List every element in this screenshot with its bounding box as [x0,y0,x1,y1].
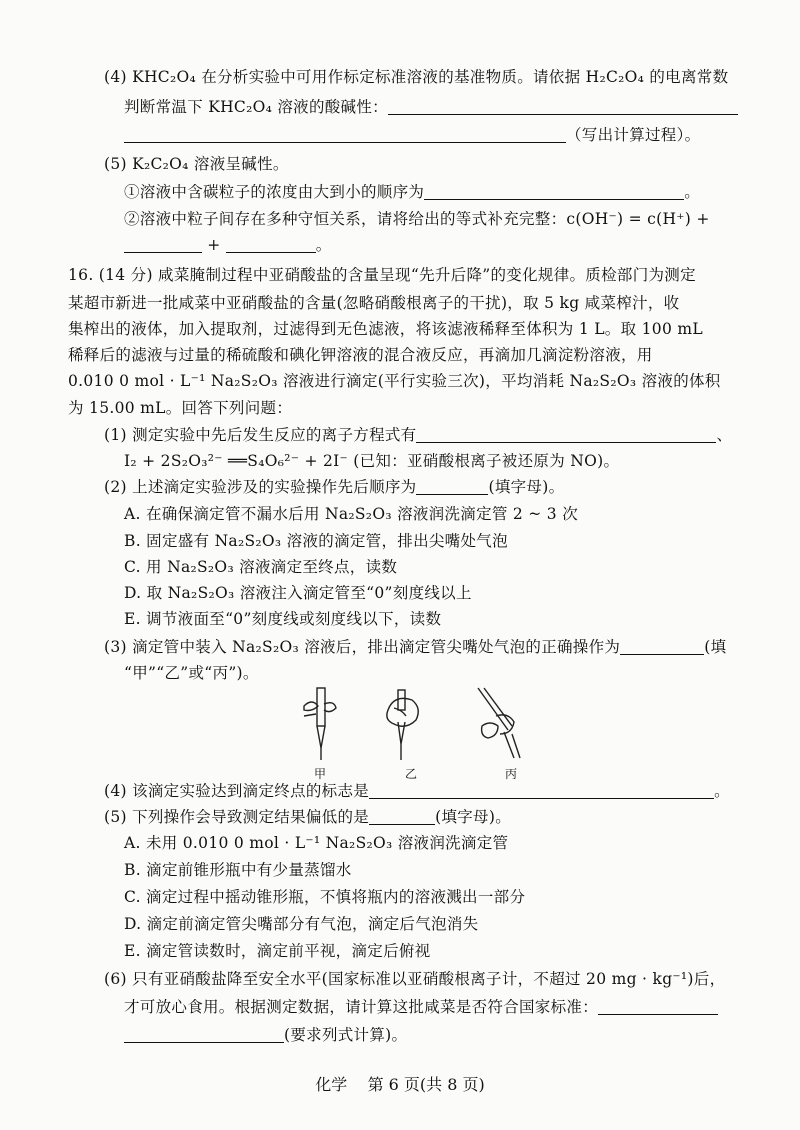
q16-p2-option-a: A. 在确保滴定管不漏水后用 Na₂S₂O₃ 溶液润洗滴定管 2 ~ 3 次 [124,505,578,523]
q16-p3-line1 [104,636,726,658]
answer-blank[interactable] [388,98,738,115]
q16-p5-option-a: A. 未用 0.010 0 mol · L⁻¹ Na₂S₂O₃ 溶液润洗滴定管 [124,834,509,852]
q16-p6-text: 才可放心食用。根据测定数据，请计算这批咸菜是否符合国家标准： [124,998,599,1016]
plus-sign: + [207,236,221,254]
q15-p5-item2-cont [124,234,332,256]
q16-p1-tail: 、 [716,426,733,444]
q16-p5-option-b: B. 滴定前锥形瓶中有少量蒸馏水 [124,861,352,879]
q16-intro-2: 某超市新进一批咸菜中亚硝酸盐的含量(忽略硝酸根离子的干扰)，取 5 kg 咸菜榨汁，收 [68,294,680,312]
q15-p4-line1: (4) KHC₂O₄ 在分析实验中可用作标定标准溶液的基准物质。请依据 H₂C₂O₄ 的电离常数 [104,68,729,86]
answer-blank[interactable] [124,236,202,253]
q15-p5-item2-tail: 。 [315,236,332,254]
answer-blank[interactable] [416,426,716,443]
q15-p5-item1-tail: 。 [684,183,701,201]
q15-p4-line3-tail: （写出计算过程）。 [566,126,701,144]
q16-p3-tail: (填 [704,638,727,656]
figure-label-bing: 丙 [505,767,518,781]
q16-p2-option-b: B. 固定盛有 Na₂S₂O₃ 溶液的滴定管，排出尖嘴处气泡 [124,532,508,550]
q16-p5-tail: (填字母)。 [435,808,511,826]
q16-p2-option-e: E. 调节液面至“0”刻度线或刻度线以下，读数 [124,610,442,628]
q16-p2-option-d: D. 取 Na₂S₂O₃ 溶液注入滴定管至“0”刻度线以上 [124,584,472,602]
q15-p4-line2 [124,96,738,118]
q15-p5-item1-text: ①溶液中含碳粒子的浓度由大到小的顺序为 [124,183,425,201]
q16-p2-tail: (填字母)。 [488,478,565,496]
page-footer [0,1072,800,1095]
answer-blank[interactable] [124,126,566,143]
figure-label-jia: 甲 [314,767,327,781]
q16-p2-line1 [104,476,564,498]
answer-blank[interactable] [369,782,714,799]
answer-blank[interactable] [369,808,435,825]
q16-p2-text: (2) 上述滴定实验涉及的实验操作先后顺序为 [104,478,417,496]
q16-p3-line2: “甲”“乙”或“丙”)。 [124,664,259,682]
q16-p1-line1 [104,424,732,446]
q16-intro-6: 为 15.00 mL。回答下列问题： [68,399,293,417]
q15-p4-line2-text: 判断常温下 KHC₂O₄ 溶液的酸碱性： [124,98,388,116]
figure-label-yi: 乙 [405,767,418,781]
q15-p5-item2: ②溶液中粒子间存在多种守恒关系，请将给出的等式补充完整：c(OH⁻) = c(H⁺) + [124,210,710,228]
q16-p4-line1 [104,780,730,802]
q15-p5-line1: (5) K₂C₂O₄ 溶液呈碱性。 [104,155,289,173]
q16-intro-3: 集榨出的液体，加入提取剂，过滤得到无色滤液，将该滤液稀释至体积为 1 L。取 100 mL [68,320,703,338]
q15-p4-line3 [124,124,700,146]
figure-jia [304,688,336,760]
q16-p1-line2: I₂ + 2S₂O₃²⁻ ══S₄O₆²⁻ + 2I⁻ (已知：亚硝酸根离子被还原为 NO)。 [124,452,620,470]
q16-p5-option-e: E. 滴定管读数时，滴定前平视，滴定后俯视 [124,942,431,960]
q16-p6-tail: (要求列式计算)。 [284,1026,408,1044]
q16-p6-line2 [124,996,718,1018]
q16-p1-text: (1) 测定实验中先后发生反应的离子方程式有 [104,426,417,444]
q16-intro-4: 稀释后的滤液与过量的稀硫酸和碘化钾溶液的混合液反应，再滴加几滴淀粉溶液，用 [68,346,653,364]
figure-bing [478,688,520,758]
q16-intro-1: 16. (14 分) 咸菜腌制过程中亚硝酸盐的含量呈现“先升后降”的变化规律。质检部门为测定 [68,266,696,284]
q16-p5-option-d: D. 滴定前滴定管尖嘴部分有气泡，滴定后气泡消失 [124,915,479,933]
q16-p6-line1: (6) 只有亚硝酸盐降至安全水平(国家标准以亚硝酸根离子计，不超过 20 mg · kg⁻¹)后， [104,970,726,988]
answer-blank[interactable] [416,478,488,495]
footer-subject: 化学 [315,1075,348,1094]
q16-intro-5: 0.010 0 mol · L⁻¹ Na₂S₂O₃ 溶液进行滴定(平行实验三次)，平均消耗 Na₂S₂O₃ 溶液的体积 [68,372,721,390]
answer-blank[interactable] [226,236,316,253]
answer-blank[interactable] [124,1026,284,1043]
answer-blank[interactable] [598,998,718,1015]
burette-operation-figure [290,686,550,766]
q16-p5-line1 [104,806,511,828]
answer-blank[interactable] [620,638,704,655]
q16-p3-text: (3) 滴定管中装入 Na₂S₂O₃ 溶液后，排出滴定管尖嘴处气泡的正确操作为 [104,638,621,656]
answer-blank[interactable] [424,183,684,200]
q16-p5-option-c: C. 滴定过程中摇动锥形瓶，不慎将瓶内的溶液溅出一部分 [124,888,526,906]
q16-p5-text: (5) 下列操作会导致测定结果偏低的是 [104,808,370,826]
figure-yi [387,690,418,760]
q16-p6-line3 [124,1024,407,1046]
q16-p2-option-c: C. 用 Na₂S₂O₃ 溶液滴定至终点，读数 [124,558,398,576]
q15-p5-item1 [124,181,700,203]
footer-page-number: 第 6 页(共 8 页) [367,1075,485,1094]
q16-p4-tail: 。 [714,782,730,800]
q16-p4-text: (4) 该滴定实验达到滴定终点的标志是 [104,782,370,800]
